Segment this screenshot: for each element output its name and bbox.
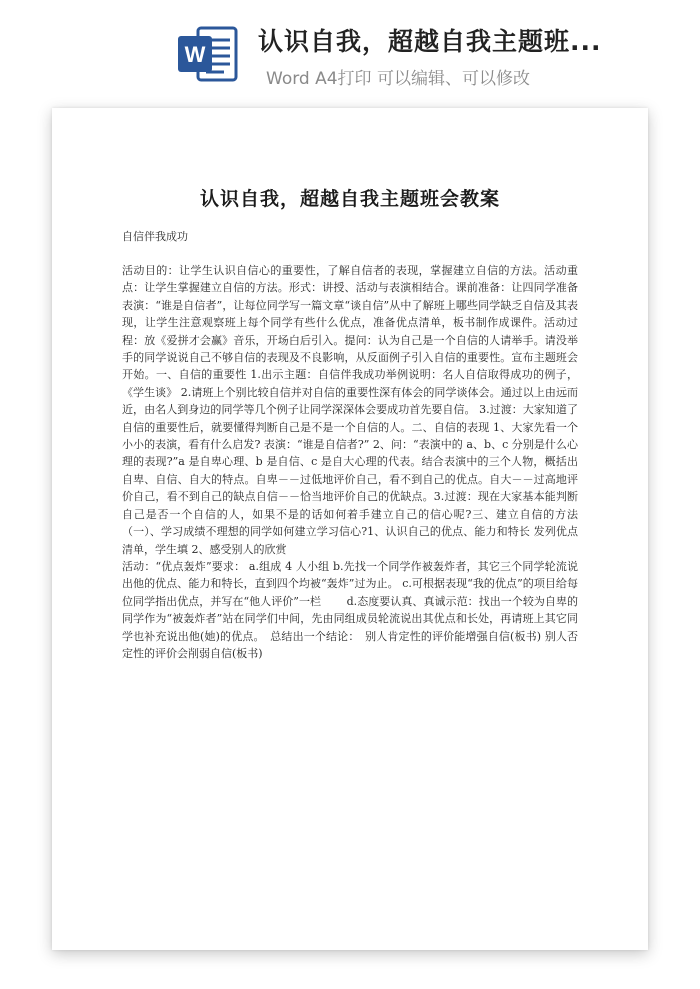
preview-header <box>0 0 700 100</box>
word-icon <box>176 22 240 86</box>
preview-area <box>0 100 700 989</box>
body-paragraph: 活动目的：让学生认识自信心的重要性，了解自信者的表现，掌握建立自信的方法。活动重点：让学生掌握建立自信的方法。形式：讲授、活动与表演相结合。课前准备：让四同学准备表演：“谁是自信者”，让每位同学写一篇文章“谈自信”从中了解班上哪些同学缺乏自信及其表现，让学生注意观察班上每个同学有些什么优点，准备优点清单，板书制作成课件。活动过程：放《爱拼才会赢》音乐，开场白后引入。提问：认为自己是一个自信的人请举手。请没举手的同学说说自己不够自信的表现及不良影响，从反面例子引入自信的重要性。宣布主题班会开始。一、自信的重要性 1.出示主题：自信伴我成功举例说明：名人自信取得成功的例子，《学生谈》 2.请班上个别比较自信并对自信的重要性深有体会的同学谈体会。通过以上由远而近，由名人到身边的同学等几个例子让同学深深体会要成功首先要自信。 3.过渡：大家知道了自信的重要性后，就要懂得判断自己是不是一个自信的人。二、自信的表现 1、大家先看一个小小的表演，看有什么启发? 表演：“谁是自信者?” 2、问：“表演中的 a、b、c 分别是什么心理的表现?”a 是自卑心理、b 是自信、c 是自大心理的代表。结合表演中的三个人物，概括出自卑、自信、自大的特点。自卑－－过低地评价自己，看不到自己的优点。自大－－过高地评价自己，看不到自己的缺点自信－－恰当地评价自己的优缺点。3.过渡：现在大家基本能判断自己是否一个自信的人，如果不是的话如何着手建立自己的信心呢?三、建立自信的方法 （一）、学习成绩不理想的同学如何建立学习信心?1、认识自己的优点、能力和特长 发列优点清单，学生填 2、感受别人的欣赏 <box>122 264 578 556</box>
body-text <box>122 262 578 662</box>
document-page <box>52 108 648 950</box>
word-logo-letter: W <box>184 42 206 67</box>
page-heading: 认识自我，超越自我主题班会教案 <box>199 188 500 210</box>
page-subheading: 自信伴我成功 <box>122 230 188 243</box>
document-format-note: Word A4打印 可以编辑、可以修改 <box>266 69 530 89</box>
body-paragraph: 活动：“优点轰炸”要求： a.组成 4 人小组 b.先找一个同学作被轰炸者，其它三个同学轮流说出他的优点、能力和特长，直到四个均被“轰炸”过为止。 c.可根据表现“我的优点”的项目给每位同学指出优点，并写在“他人评价”一栏 d.态度要认真、真诚示范：找出一个较为自卑的同学作为“被轰炸者”站在同学们中间，先由同组成员轮流说出其优点和长处，再请班上其它同学也补充说出他(她)的优点。 总结出一个结论： 别人肯定性的评价能增强自信(板书) 别人否定性的评价会削弱自信(板书) <box>122 559 578 660</box>
document-title: 认识自我，超越自我主题班... <box>258 27 602 56</box>
